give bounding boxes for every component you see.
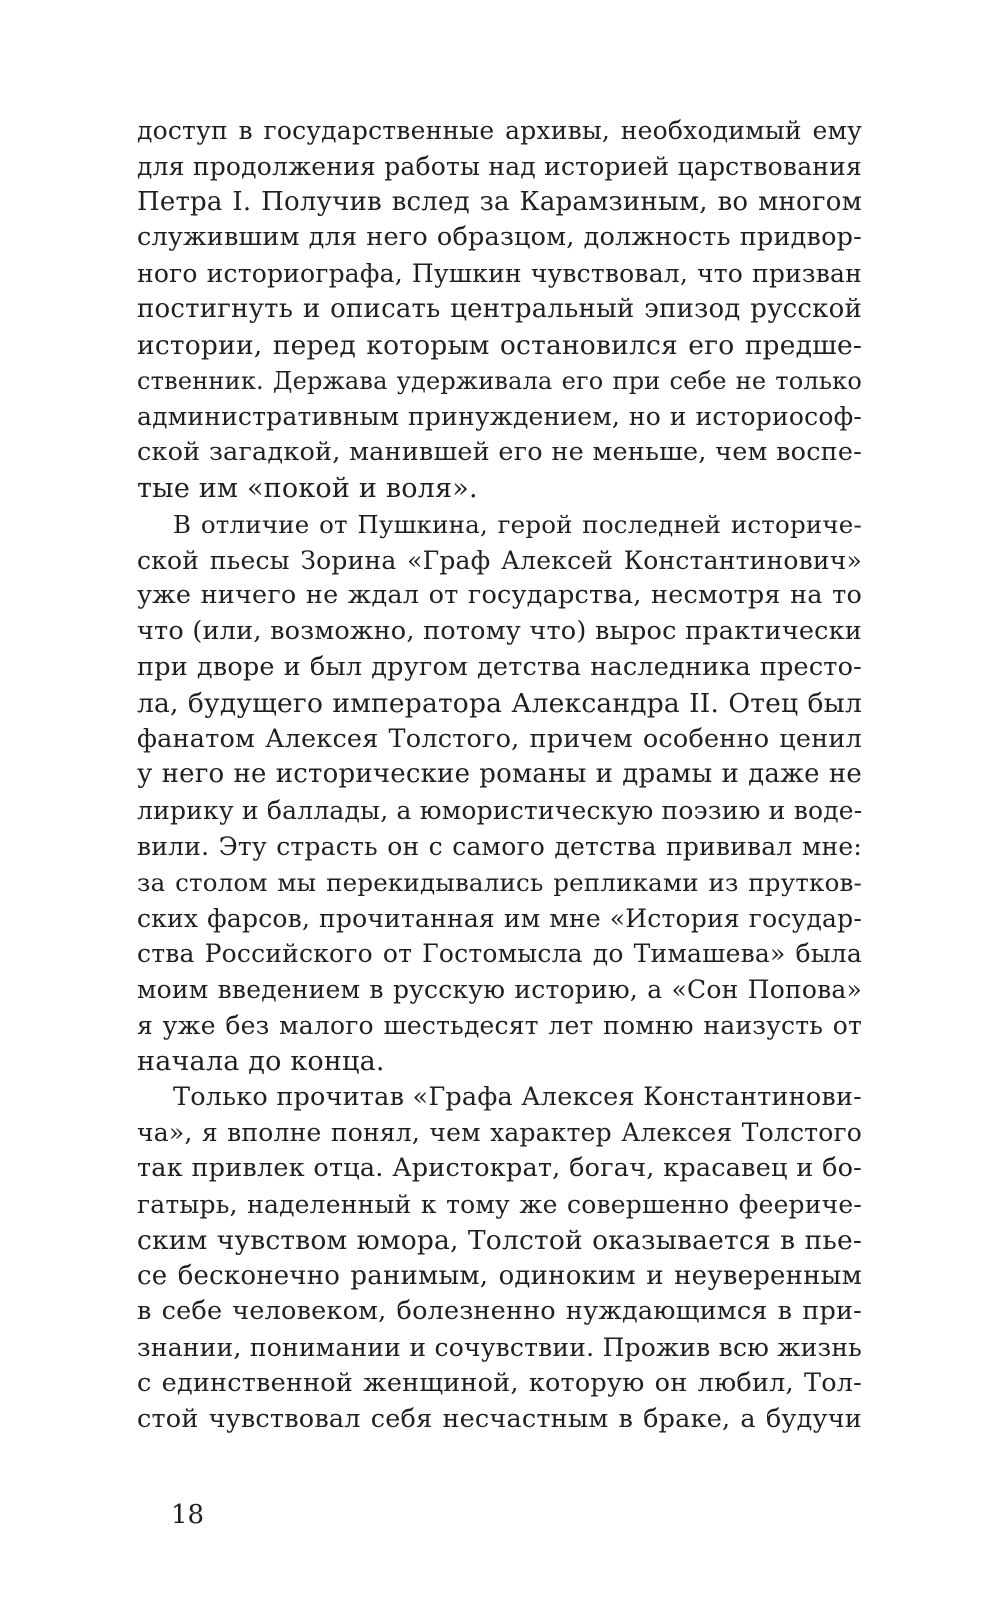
text-line: тые им «покой и воля». <box>137 472 478 504</box>
text-line: се бесконечно ранимым, одиноким и неуверенным <box>137 1260 862 1291</box>
text-line: при дворе и был другом детства наследника престо- <box>137 651 862 682</box>
text-line: так привлек отца. Аристократ, богач, красавец и бо- <box>137 1153 862 1184</box>
text-line: начала до конца. <box>137 1045 385 1077</box>
text-line: гатырь, наделенный к тому же совершенно фееричe- <box>137 1189 862 1219</box>
text-line: в себе человеком, болезненно нуждающимся в при- <box>137 1296 862 1327</box>
text-line: за столом мы перекидывались репликами из прутков- <box>137 867 862 897</box>
paragraph <box>137 1080 862 1438</box>
text-line: ча», я вполне понял, чем характер Алексея Толстого <box>137 1118 862 1148</box>
text-line: вили. Эту страсть он с самого детства прививал мне: <box>137 831 862 861</box>
text-line: с единственной женщиной, которую он любил, Тол- <box>137 1367 862 1398</box>
text-line: административным принуждением, но и историософ- <box>137 402 862 432</box>
text-line: постигнуть и описать центральный эпизод русской <box>137 293 862 324</box>
text-line: доступ в государственные архивы, необходимый ему <box>137 116 862 145</box>
page-number: 18 <box>171 1500 205 1530</box>
text-line: ской загадкой, манившей его не меньше, чем воспе- <box>137 437 862 468</box>
text-line: для продолжения работы над историей царствования <box>137 151 862 181</box>
text-line: истории, перед которым остановился его предше- <box>137 329 862 361</box>
text-line: лирику и баллады, а юмористическую поэзию и воде- <box>137 796 863 826</box>
text-line: я уже без малого шестьдесят лет помню наизусть от <box>137 1010 862 1040</box>
text-line: ства Российского от Гостомысла до Тимашева» была <box>137 939 862 969</box>
text-line: ственник. Держава удерживала его при себе не только <box>137 366 862 395</box>
text-line: служившим для него образцом, должность придвор- <box>137 222 862 253</box>
text-line: что (или, возможно, потому что) вырос практически <box>137 616 862 647</box>
text-line: ской пьесы Зорина «Граф Алексей Константинович» <box>137 545 862 575</box>
paragraph <box>137 113 862 507</box>
paragraph <box>137 507 862 1080</box>
text-line: ного историографа, Пушкин чувствовал, что призван <box>137 259 862 289</box>
text-line: стой чувствовал себя несчастным в браке, а будучи <box>137 1403 862 1434</box>
text-line: В отличие от Пушкина, герой последней историче- <box>173 509 862 539</box>
text-line: у него не исторические романы и драмы и даже не <box>137 759 862 790</box>
body-text <box>137 113 862 1437</box>
text-line: фанатом Алексея Толстого, причем особенно ценил <box>137 723 862 754</box>
text-line: уже ничего не ждал от государства, несмотря на то <box>137 580 862 611</box>
text-line: Только прочитав «Графа Алексея Константинови- <box>173 1081 862 1112</box>
text-line: знании, понимании и сочувствии. Прожив всю жизнь <box>137 1333 862 1363</box>
text-line: Петра I. Получив вслед за Карамзиным, во многом <box>137 186 862 217</box>
text-line: моим введением в русскую историю, а «Сон Попова» <box>137 975 862 1005</box>
text-line: ских фарсов, прочитанная им мне «История государ- <box>137 903 862 933</box>
text-line: ским чувством юмора, Толстой оказывается в пье- <box>137 1224 862 1256</box>
text-line: ла, будущего императора Александра II. Отец был <box>137 687 862 719</box>
